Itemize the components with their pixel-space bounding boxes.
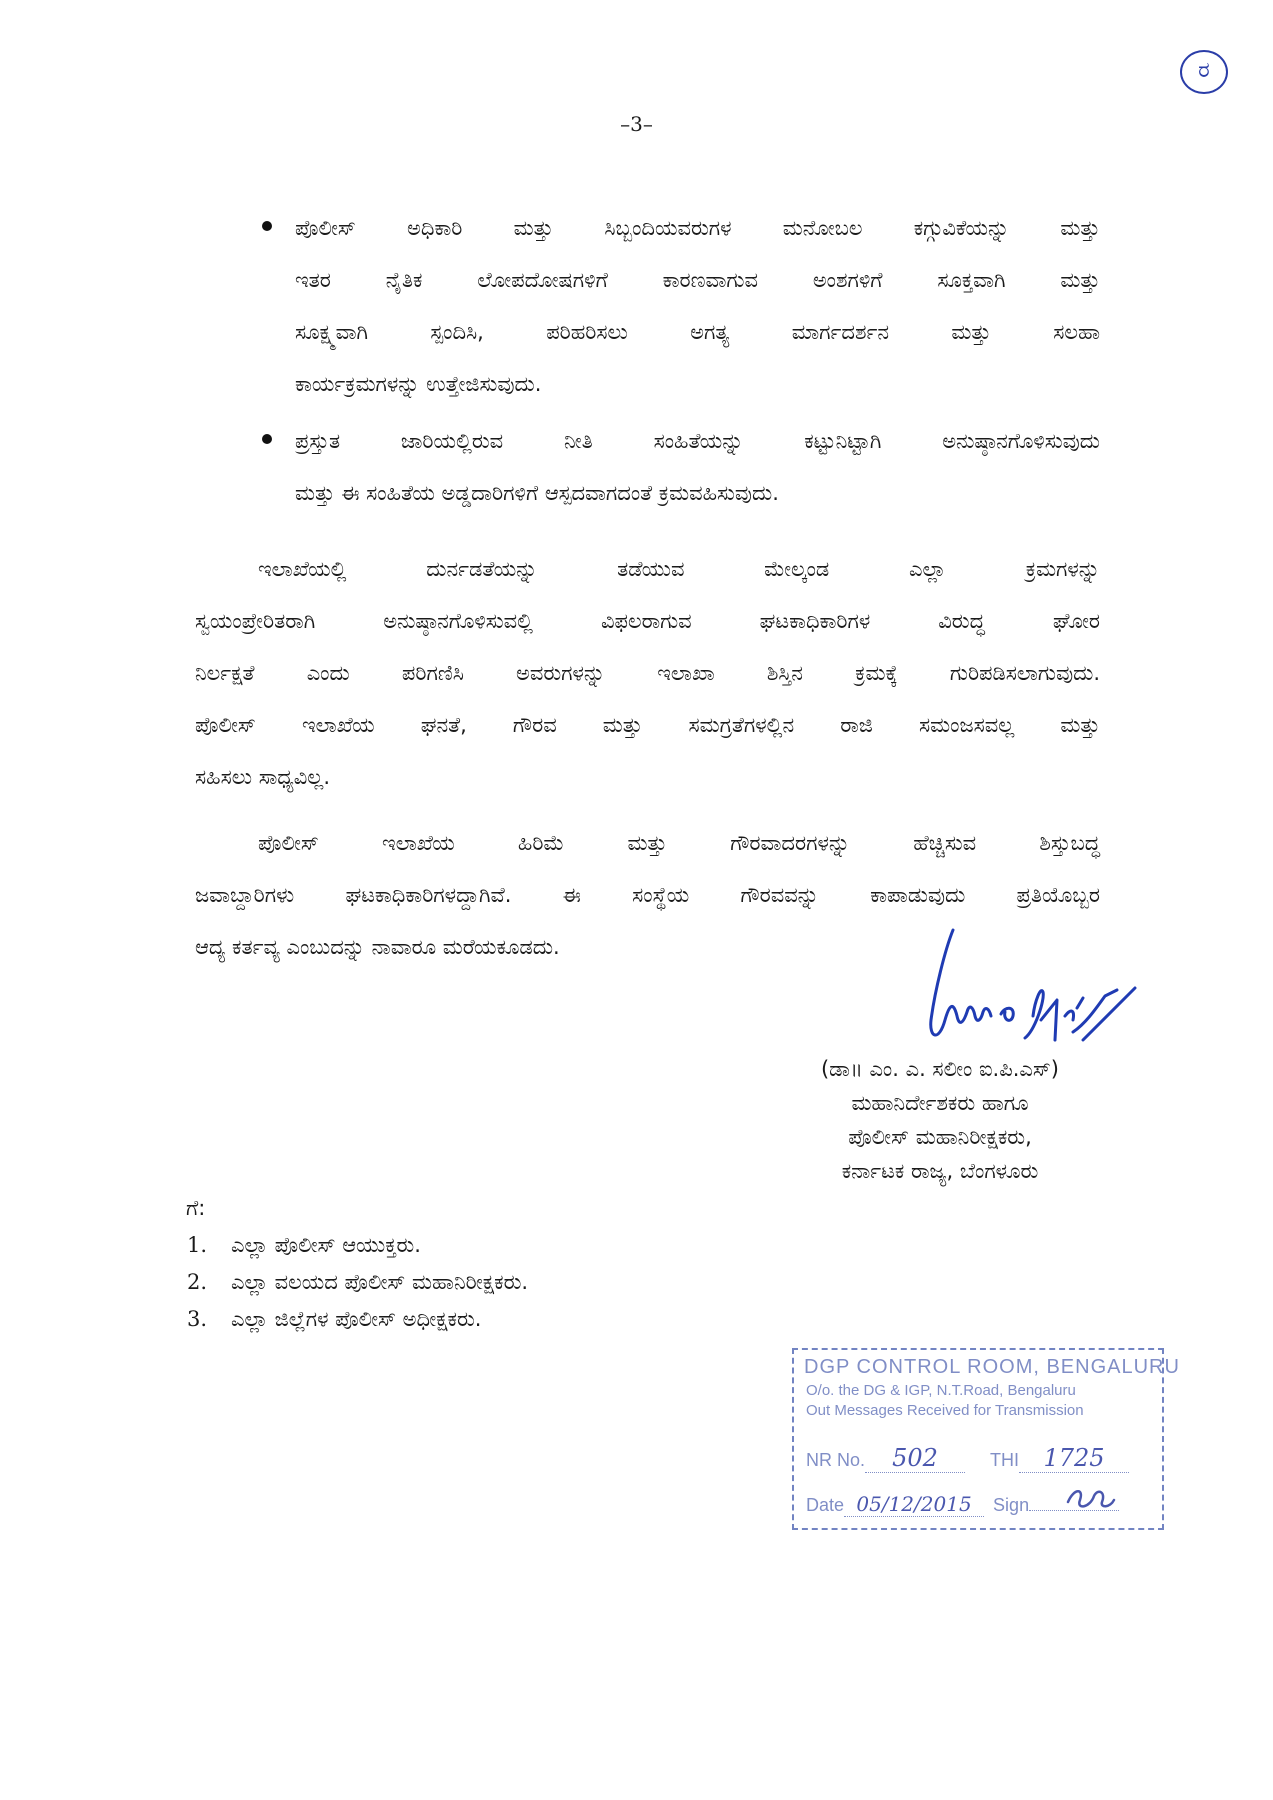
list-item-text: ಎಲ್ಲಾ ವಲಯದ ಪೊಲೀಸ್ ಮಹಾನಿರೀಕ್ಷಕರು. [231,1270,529,1294]
stamp-thi-value: 1725 [1043,1444,1105,1472]
paragraph-line: ಆದ್ಯ ಕರ್ತವ್ಯ ಎಂಬುದನ್ನು ನಾವಾರೂ ಮರೆಯಕೂಡದು. [195,935,560,959]
stamp-sign-label: Sign [993,1495,1030,1515]
stamp-title: DGP CONTROL ROOM, BENGALURU [804,1356,1180,1378]
signatory-designation: ಪೊಲೀಸ್ ಮಹಾನಿರೀಕ್ಷಕರು, [848,1125,1032,1149]
stamp-initials-signature [1060,1478,1120,1518]
signatory-designation: ಮಹಾನಿರ್ದೇಶಕರು ಹಾಗೂ [851,1091,1029,1115]
handwritten-signature [905,920,1165,1070]
list-item [187,1267,528,1297]
list-item-text: ಎಲ್ಲಾ ಪೊಲೀಸ್ ಆಯುಕ್ತರು. [231,1233,421,1257]
list-item [187,1304,481,1334]
bullet-line: ಕಾರ್ಯಕ್ರಮಗಳನ್ನು ಉತ್ತೇಜಿಸುವುದು. [295,372,542,396]
stamp-office: O/o. the DG & IGP, N.T.Road, Bengaluru [806,1382,1076,1399]
list-item-text: ಎಲ್ಲಾ ಜಿಲ್ಲೆಗಳ ಪೊಲೀಸ್ ಅಧೀಕ್ಷಕರು. [231,1307,482,1331]
paragraph-line: ನಿರ್ಲಕ್ಷತೆ ಎಂದು ಪರಿಗಣಿಸಿ ಅವರುಗಳನ್ನು ಇಲಾಖಾ ಶಿಸ್ತಿನ ಕ್ರಮಕ್ಕೆ ಗುರಿಪಡಿಸಲಾಗುವುದು. [195,661,1100,685]
stamp-thi-label: THI [990,1450,1020,1470]
bullet-line: ಸೂಕ್ಷ್ಮವಾಗಿ ಸ್ಪಂದಿಸಿ, ಪರಿಹರಿಸಲು ಅಗತ್ಯ ಮಾರ್ಗದರ್ಶನ ಮತ್ತು ಸಲಹಾ [295,320,1100,344]
recipients-heading: ಗೆ: [186,1196,206,1220]
bullet-line: ಇತರ ನೈತಿಕ ಲೋಪದೋಷಗಳಿಗೆ ಕಾರಣವಾಗುವ ಅಂಶಗಳಿಗೆ ಸೂಕ್ತವಾಗಿ ಮತ್ತು [295,268,1100,292]
paragraph-line: ಸಹಿಸಲು ಸಾಧ್ಯವಿಲ್ಲ. [195,765,331,789]
stamp-subtitle: Out Messages Received for Transmission [806,1402,1084,1419]
stamp-nr-row [806,1444,1129,1473]
paragraph-line: ಇಲಾಖೆಯಲ್ಲಿ ದುರ್ನಡತೆಯನ್ನು ತಡೆಯುವ ಮೇಲ್ಕಂಡ ಎಲ್ಲಾ ಕ್ರಮಗಳನ್ನು [258,557,1100,581]
page-number: –3– [620,112,653,136]
list-item-number: 1. [187,1233,208,1257]
list-item-number: 3. [187,1307,208,1331]
paragraph-line: ಪೊಲೀಸ್ ಇಲಾಖೆಯ ಹಿರಿಮೆ ಮತ್ತು ಗೌರವಾದರಗಳನ್ನು ಹೆಚ್ಚಿಸುವ ಶಿಸ್ತುಬದ್ಧ [258,831,1100,855]
stamp-date-value: 05/12/2015 [856,1492,972,1516]
paragraph-line: ಪೊಲೀಸ್ ಇಲಾಖೆಯ ಘನತೆ, ಗೌರವ ಮತ್ತು ಸಮಗ್ರತೆಗಳಲ್ಲಿನ ರಾಜಿ ಸಮಂಜಸವಲ್ಲ ಮತ್ತು [195,713,1100,737]
list-item-number: 2. [187,1270,208,1294]
paragraph-line: ಜವಾಬ್ದಾರಿಗಳು ಘಟಕಾಧಿಕಾರಿಗಳದ್ದಾಗಿವೆ. ಈ ಸಂಸ್ಥೆಯ ಗೌರವವನ್ನು ಕಾಪಾಡುವುದು ಪ್ರತಿಯೊಬ್ಬರ [195,883,1100,907]
stamp-nr-label: NR No. [806,1450,866,1470]
bullet-line: ಮತ್ತು ಈ ಸಂಹಿತೆಯ ಅಡ್ಡದಾರಿಗಳಿಗೆ ಆಸ್ಪದವಾಗದಂತೆ ಕ್ರಮವಹಿಸುವುದು. [295,481,779,505]
folio-mark: ರ [1180,50,1228,94]
signatory-block [770,1052,1110,1188]
control-room-stamp [792,1348,1180,1530]
bullet-marker-1 [262,221,272,231]
stamp-date-label: Date [806,1495,845,1515]
paragraph-line: ಸ್ವಯಂಪ್ರೇರಿತರಾಗಿ ಅನುಷ್ಠಾನಗೊಳಿಸುವಲ್ಲಿ ವಿಫಲರಾಗುವ ಘಟಕಾಧಿಕಾರಿಗಳ ವಿರುದ್ಧ ಘೋರ [195,609,1100,633]
bullet-line: ಪೊಲೀಸ್ ಅಧಿಕಾರಿ ಮತ್ತು ಸಿಬ್ಬಂದಿಯವರುಗಳ ಮನೋಬಲ ಕಗ್ಗುವಿಕೆಯನ್ನು ಮತ್ತು [295,216,1100,240]
signatory-name: (ಡಾ॥ ಎಂ. ಎ. ಸಲೀಂ ಐ.ಪಿ.ಎಸ್) [820,1057,1060,1081]
signatory-designation: ಕರ್ನಾಟಕ ರಾಜ್ಯ, ಬೆಂಗಳೂರು [841,1159,1039,1183]
bullet-marker-2 [262,434,272,444]
list-item [187,1230,421,1260]
bullet-line: ಪ್ರಸ್ತುತ ಜಾರಿಯಲ್ಲಿರುವ ನೀತಿ ಸಂಹಿತೆಯನ್ನು ಕಟ್ಟುನಿಟ್ಟಾಗಿ ಅನುಷ್ಠಾನಗೊಳಿಸುವುದು [295,429,1100,453]
stamp-nr-value: 502 [892,1444,938,1472]
